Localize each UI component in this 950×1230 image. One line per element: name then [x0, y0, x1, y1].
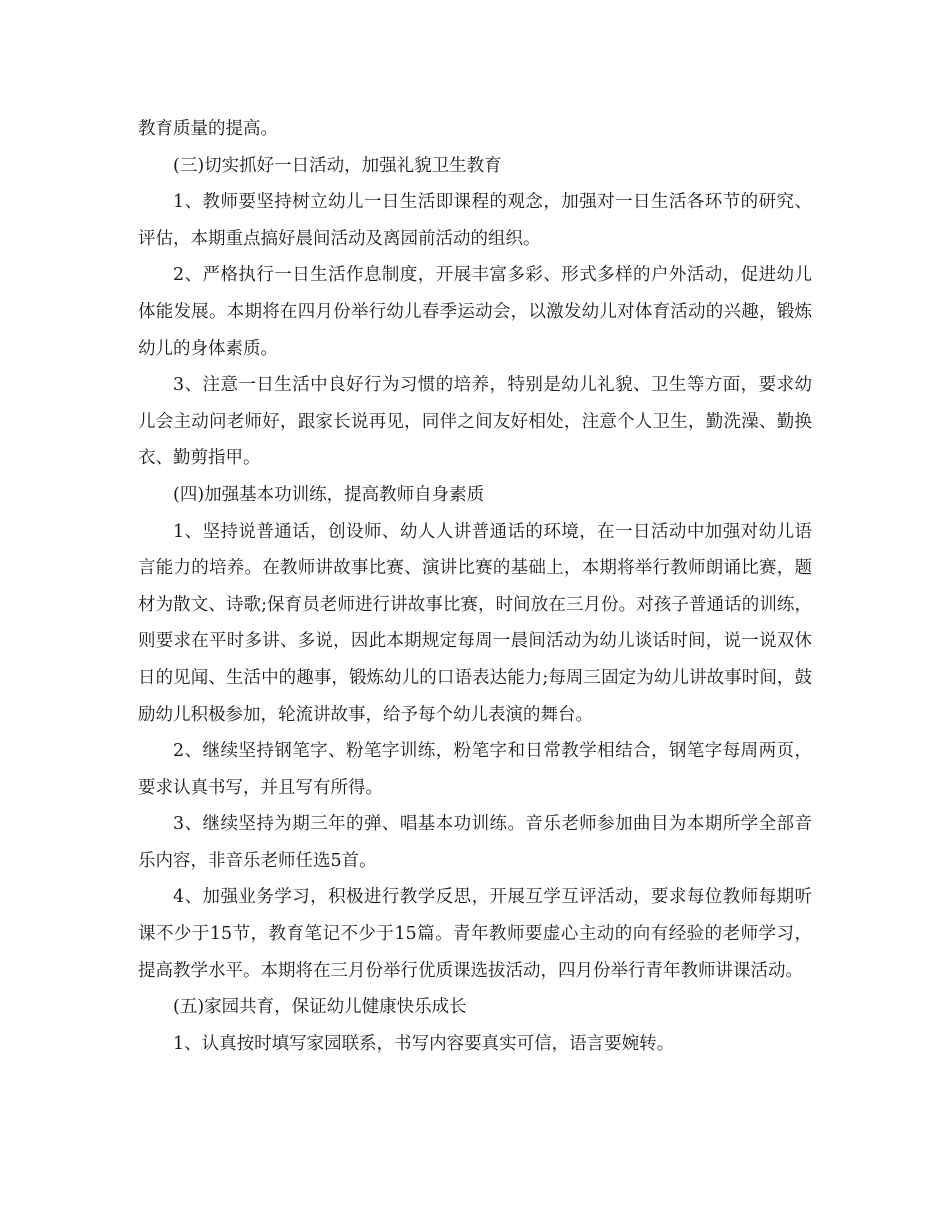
section-heading: (四)加强基本功训练，提高教师自身素质	[173, 484, 485, 505]
paragraph: 4、加强业务学习，积极进行教学反思，开展互学互评活动，要求每位教师每期听课不少于15节，教育笔记不少于15篇。青年教师要虚心主动的向有经验的老师学习，提高教学水平。本期将在三月份举行优质课选拔活动，四月份举行青年教师讲课活动。	[138, 887, 812, 981]
paragraph: 3、继续坚持为期三年的弹、唱基本功训练。音乐老师参加曲目为本期所学全部音乐内容，非音乐老师任选5首。	[138, 814, 812, 871]
paragraph: 教育质量的提高。	[138, 119, 278, 139]
paragraph: 2、继续坚持钢笔字、粉笔字训练，粉笔字和日常教学相结合，钢笔字每周两页，要求认真书写，并且写有所得。	[138, 741, 812, 798]
section-heading: (五)家园共育，保证幼儿健康快乐成长	[173, 997, 467, 1018]
section-heading: (三)切实抓好一日活动，加强礼貌卫生教育	[173, 155, 502, 176]
paragraph: 1、坚持说普通话，创设师、幼人人讲普通话的环境，在一日活动中加强对幼儿语言能力的培养。在教师讲故事比赛、演讲比赛的基础上，本期将举行教师朗诵比赛，题材为散文、诗歌;保育员老师进行讲故事比赛，时间放在三月份。对孩子普通话的训练，则要求在平时多讲、多说，因此本期规定每周一晨间活动为幼儿谈话时间，说一说双休日的见闻、生活中的趣事，锻炼幼儿的口语表达能力;每周三固定为幼儿讲故事时间，鼓励幼儿积极参加，轮流讲故事，给予每个幼儿表演的舞台。	[138, 521, 812, 725]
paragraph: 1、认真按时填写家园联系，书写内容要真实可信，语言要婉转。	[173, 1033, 675, 1054]
paragraph: 1、教师要坚持树立幼儿一日生活即课程的观念，加强对一日生活各环节的研究、评估，本期重点搞好晨间活动及离园前活动的组织。	[138, 192, 812, 249]
paragraph: 3、注意一日生活中良好行为习惯的培养，特别是幼儿礼貌、卫生等方面，要求幼儿会主动问老师好，跟家长说再见，同伴之间友好相处，注意个人卫生，勤洗澡、勤换衣、勤剪指甲。	[138, 375, 812, 469]
document-page	[138, 111, 812, 1062]
paragraph: 2、严格执行一日生活作息制度，开展丰富多彩、形式多样的户外活动，促进幼儿体能发展。本期将在四月份举行幼儿春季运动会，以激发幼儿对体育活动的兴趣，锻炼幼儿的身体素质。	[138, 265, 812, 359]
